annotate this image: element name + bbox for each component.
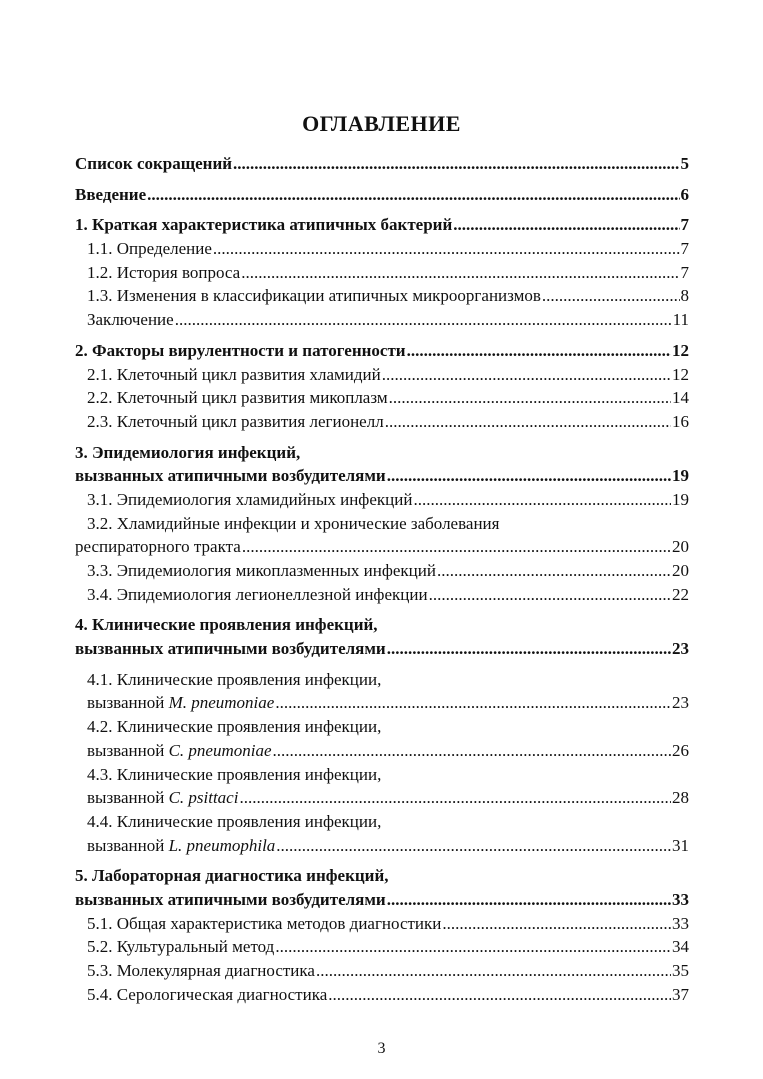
dot-leader — [242, 535, 671, 559]
toc-section-2-2[interactable] — [75, 386, 689, 410]
toc-section-4-2-line1[interactable]: 4.2. Клинические проявления инфекции, — [87, 717, 382, 737]
dot-leader — [387, 464, 671, 488]
toc-chapter-1[interactable] — [75, 213, 689, 237]
toc-page-number: 12 — [672, 340, 689, 360]
toc-page-number: 19 — [672, 489, 689, 509]
toc-section-3-2[interactable] — [75, 535, 689, 559]
toc-entry-title — [87, 691, 274, 715]
dot-leader — [442, 912, 671, 936]
toc-page-number: 8 — [680, 286, 689, 306]
toc-section-1-conclusion[interactable] — [75, 308, 689, 332]
toc-section-1-1[interactable] — [75, 237, 689, 261]
toc-entry-title: 3.1. Эпидемиология хламидийных инфекций — [87, 489, 413, 509]
toc-page-number: 19 — [672, 466, 689, 486]
dot-leader — [542, 284, 680, 308]
toc-section-4-4[interactable] — [75, 834, 689, 858]
dot-leader — [407, 339, 671, 363]
dot-leader — [382, 363, 671, 387]
toc-entry-title — [87, 834, 275, 858]
toc-entry-title: 2. Факторы вирулентности и патогенности — [75, 340, 406, 360]
toc-section-5-1[interactable] — [75, 912, 689, 936]
toc-entry-title: 5.1. Общая характеристика методов диагностики — [87, 913, 442, 933]
toc-entry-title — [87, 739, 272, 763]
toc-page-number: 33 — [672, 889, 689, 909]
toc-entry-prefix: вызванной — [87, 788, 165, 808]
toc-entry-introduction[interactable] — [75, 183, 689, 207]
dot-leader — [213, 237, 680, 261]
toc-chapter-3-line1[interactable]: 3. Эпидемиология инфекций, — [75, 442, 301, 462]
toc-page-number: 37 — [672, 984, 689, 1004]
toc-section-4-2[interactable] — [75, 739, 689, 763]
species-name: L. pneumophila — [168, 835, 276, 855]
toc-section-1-2[interactable] — [75, 261, 689, 285]
toc-page-number: 20 — [672, 561, 689, 580]
toc-page-number: 20 — [672, 537, 689, 557]
toc-page-number: 7 — [680, 215, 689, 235]
toc-page-number: 33 — [672, 913, 689, 933]
toc-entry-title: Введение — [75, 184, 147, 204]
toc-page-number: 14 — [672, 388, 689, 408]
dot-leader — [233, 152, 679, 176]
toc-chapter-3[interactable] — [75, 464, 689, 488]
toc-section-3-3[interactable] — [75, 559, 689, 583]
toc-section-2-1[interactable] — [75, 363, 689, 387]
toc-page-number: 16 — [672, 411, 689, 431]
species-name: M. pneumoniae — [168, 693, 275, 713]
toc-entry-title: 5.2. Культуральный метод — [87, 937, 275, 957]
toc-section-4-4-line1[interactable]: 4.4. Клинические проявления инфекции, — [87, 811, 382, 831]
toc-section-1-3[interactable] — [75, 284, 689, 308]
dot-leader — [276, 834, 671, 858]
toc-page-number: 7 — [680, 239, 689, 259]
toc-section-2-3[interactable] — [75, 410, 689, 434]
toc-entry-title: 1.1. Определение — [87, 239, 212, 259]
toc-section-4-3[interactable] — [75, 786, 689, 810]
dot-leader — [429, 583, 671, 607]
toc-section-3-2-line1[interactable]: 3.2. Хламидийные инфекции и хронические заболевания — [87, 513, 500, 533]
toc-page-number: 26 — [672, 740, 689, 760]
toc-page-number: 11 — [672, 310, 689, 330]
page-title: ОГЛАВЛЕНИЕ — [302, 111, 461, 136]
dot-leader — [387, 637, 671, 661]
dot-leader — [273, 739, 672, 763]
toc-page-number: 12 — [672, 364, 689, 384]
table-of-contents — [75, 152, 689, 1006]
toc-entry-title: 1.3. Изменения в классификации атипичных микроорганизмов — [87, 286, 541, 306]
dot-leader — [437, 559, 671, 583]
toc-entry-title: вызванных атипичными возбудителями — [75, 639, 386, 659]
toc-entry-title: 3.4. Эпидемиология легионеллезной инфекции — [87, 584, 428, 604]
dot-leader — [389, 386, 671, 410]
toc-entry-title: Список сокращений — [75, 154, 233, 173]
dot-leader — [413, 488, 671, 512]
dot-leader — [275, 691, 671, 715]
dot-leader — [275, 935, 671, 959]
toc-section-5-4[interactable] — [75, 983, 689, 1007]
toc-page-number: 22 — [672, 584, 689, 604]
toc-chapter-4-line1[interactable]: 4. Клинические проявления инфекций, — [75, 615, 378, 635]
dot-leader — [241, 261, 679, 285]
toc-entry-title: 2.3. Клеточный цикл развития легионелл — [87, 411, 384, 431]
toc-page-number: 23 — [672, 639, 689, 659]
species-name: C. pneumoniae — [168, 740, 272, 760]
page-number: 3 — [377, 1040, 386, 1057]
toc-page-number: 23 — [672, 693, 689, 713]
toc-entry-title: 2.1. Клеточный цикл развития хламидий — [87, 364, 381, 384]
dot-leader — [239, 786, 671, 810]
dot-leader — [385, 410, 671, 434]
toc-entry-title — [87, 786, 238, 810]
dot-leader — [175, 308, 672, 332]
dot-leader — [453, 213, 679, 237]
toc-section-4-3-line1[interactable]: 4.3. Клинические проявления инфекции, — [87, 764, 382, 784]
toc-entry-title: 1.2. История вопроса — [87, 262, 241, 282]
toc-page-number: 6 — [680, 184, 689, 204]
toc-section-5-3[interactable] — [75, 959, 689, 983]
toc-entry-prefix: вызванной — [87, 740, 165, 760]
toc-page-number: 7 — [680, 262, 689, 282]
toc-entry-prefix: вызванной — [87, 693, 165, 713]
toc-section-4-1[interactable] — [75, 691, 689, 715]
toc-entry-title: вызванных атипичными возбудителями — [75, 466, 386, 486]
toc-page-number: 5 — [680, 154, 689, 173]
toc-entry-title: 5.3. Молекулярная диагностика — [87, 961, 315, 980]
toc-section-3-1[interactable] — [75, 488, 689, 512]
toc-page-number: 35 — [672, 961, 689, 980]
toc-chapter-5[interactable] — [75, 888, 689, 912]
dot-leader — [328, 983, 671, 1007]
toc-entry-prefix: вызванной — [87, 835, 165, 855]
dot-leader — [387, 888, 671, 912]
dot-leader — [316, 959, 671, 983]
toc-chapter-4[interactable] — [75, 637, 689, 661]
toc-chapter-5-line1[interactable]: 5. Лабораторная диагностика инфекций, — [75, 866, 389, 886]
dot-leader — [147, 183, 679, 207]
toc-entry-title: 2.2. Клеточный цикл развития микоплазм — [87, 388, 388, 408]
species-name: C. psittaci — [168, 788, 239, 808]
toc-entry-title: 3.3. Эпидемиология микоплазменных инфекций — [87, 561, 436, 580]
toc-entry-title: Заключение — [87, 310, 174, 330]
toc-entry-title: 5.4. Серологическая диагностика — [87, 984, 328, 1004]
toc-entry-abbreviations[interactable] — [75, 152, 689, 176]
toc-entry-title: вызванных атипичными возбудителями — [75, 889, 386, 909]
toc-chapter-2[interactable] — [75, 339, 689, 363]
toc-entry-title: 1. Краткая характеристика атипичных бактерий — [75, 215, 453, 235]
toc-page-number: 31 — [672, 835, 689, 855]
toc-page-number: 28 — [672, 788, 689, 808]
toc-section-3-4[interactable] — [75, 583, 689, 607]
toc-page-number: 34 — [672, 937, 689, 957]
toc-section-5-2[interactable] — [75, 935, 689, 959]
toc-entry-title: респираторного тракта — [75, 537, 241, 557]
toc-section-4-1-line1[interactable]: 4.1. Клинические проявления инфекции, — [87, 669, 382, 689]
